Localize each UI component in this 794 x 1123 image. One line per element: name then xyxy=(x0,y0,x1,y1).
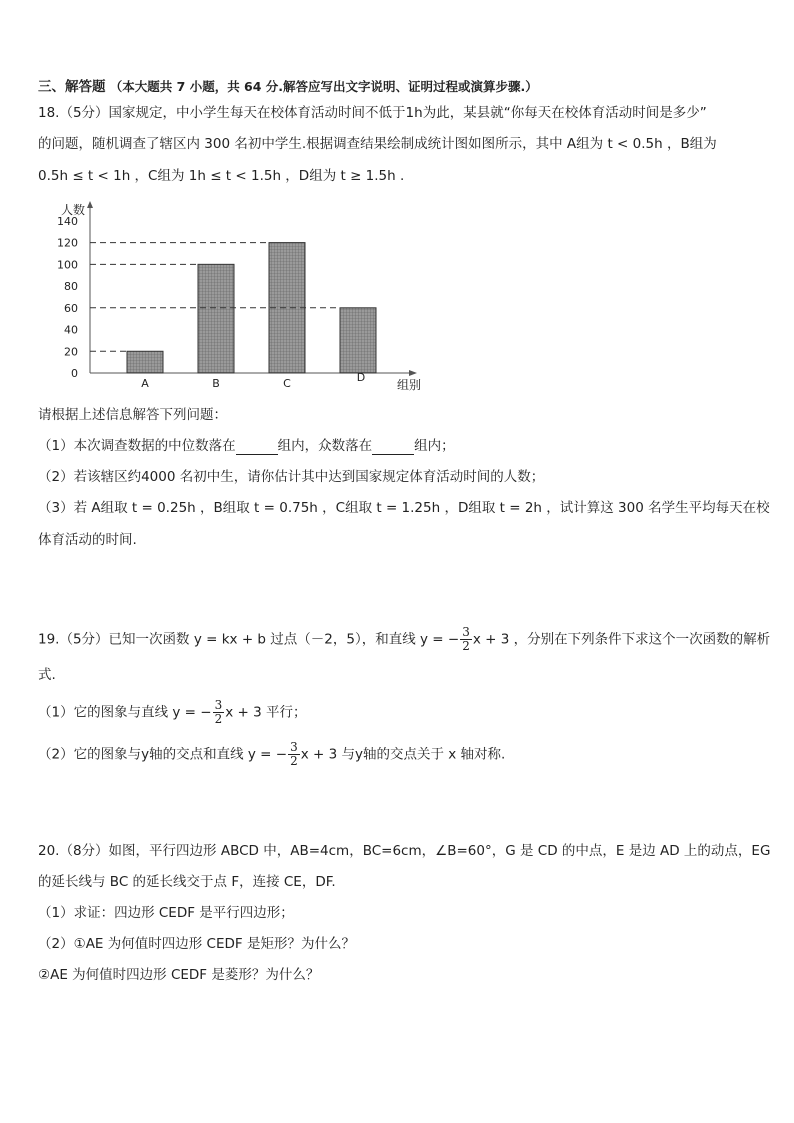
q20-line-2: 的延长线与 BC 的延长线交于点 F，连接 CE，DF. xyxy=(38,874,336,890)
y-tick-label: 40 xyxy=(64,323,78,337)
x-tick-label: A xyxy=(141,377,149,390)
q19-sub-2 xyxy=(38,741,505,768)
q18-sub-1-c: 组内； xyxy=(414,438,455,454)
section-header xyxy=(38,78,538,96)
q19-sub-2-b: x + 3 与y轴的交点关于 x 轴对称. xyxy=(300,746,506,763)
q19-line-1-a: 19.（5分）已知一次函数 y = kx + b 过点（－2，5），和直线 y = − xyxy=(38,631,460,648)
x-tick-label: D xyxy=(356,371,366,384)
bar-B xyxy=(198,264,234,373)
section-note: （本大题共 7 小题，共 64 分.解答应写出文字说明、证明过程或演算步骤.） xyxy=(109,79,538,94)
q19-line-1-b: x + 3 ，分别在下列条件下求这个一次函数的解析 xyxy=(472,631,771,648)
y-tick-label: 100 xyxy=(57,258,78,272)
fraction-3-over-2: $\frac{3}{2}$ xyxy=(290,740,298,768)
fraction-3-over-2: $\frac{3}{2}$ xyxy=(214,698,223,726)
bar-chart xyxy=(55,198,435,398)
x-axis-label: 组别 xyxy=(397,378,422,392)
x-tick-label: B xyxy=(212,377,220,390)
q18-sub-1-b: 组内，众数落在 xyxy=(277,438,373,454)
y-tick-label: 140 xyxy=(57,214,78,228)
bar-A xyxy=(127,351,163,373)
y-tick-label: 60 xyxy=(64,301,78,315)
y-axis-arrow-icon xyxy=(87,201,93,208)
q18-line-3: 0.5h ≤ t < 1h ，C组为 1h ≤ t < 1.5h ，D组为 t ≥ 1.5h . xyxy=(38,168,405,184)
median-answer-blank[interactable] xyxy=(236,440,278,455)
q19-sub-1-a: （1）它的图象与直线 y = − xyxy=(38,704,212,721)
bar-D xyxy=(340,308,376,373)
q19-sub-1 xyxy=(38,699,306,726)
q18-prompt: 请根据上述信息解答下列问题： xyxy=(38,407,227,423)
q20-sub-3: ②AE 为何值时四边形 CEDF 是菱形？为什么？ xyxy=(38,967,320,983)
q18-sub-1-a: （1）本次调查数据的中位数落在 xyxy=(38,438,236,454)
section-title: 三、解答题 xyxy=(38,79,106,95)
q20-sub-1: （1）求证：四边形 CEDF 是平行四边形； xyxy=(38,905,294,921)
q18-sub-3a: （3）若 A组取 t = 0.25h ，B组取 t = 0.75h ，C组取 t = 1.25h ，D组取 t = 2h ，试计算这 300 名学生平均每天在校 xyxy=(38,500,770,516)
q18-line-2: 的问题，随机调查了辖区内 300 名初中学生.根据调查结果绘制成统计图如图所示，其中 A组为 t < 0.5h ，B组为 xyxy=(38,136,717,152)
q19-sub-2-a: （2）它的图象与y轴的交点和直线 y = − xyxy=(38,746,288,763)
x-axis-arrow-icon xyxy=(409,370,417,376)
x-tick-label: C xyxy=(283,377,291,390)
mode-answer-blank[interactable] xyxy=(372,440,414,455)
q19-line-2: 式. xyxy=(38,667,56,683)
y-tick-label: 80 xyxy=(64,280,78,294)
q19-line-1 xyxy=(38,626,770,653)
y-tick-label: 0 xyxy=(71,367,78,380)
q18-sub-3b: 体育活动的时间. xyxy=(38,532,137,548)
q18-sub-1 xyxy=(38,437,455,455)
q18-sub-2: （2）若该辖区约4000 名初中生，请你估计其中达到国家规定体育活动时间的人数； xyxy=(38,469,545,485)
y-axis-label: 人数 xyxy=(61,203,86,217)
q20-sub-2: （2）①AE 为何值时四边形 CEDF 是矩形？为什么？ xyxy=(38,936,355,952)
q20-line-1: 20.（8分）如图，平行四边形 ABCD 中，AB=4cm，BC=6cm，∠B=60°，G 是 CD 的中点，E 是边 AD 上的动点，EG xyxy=(38,843,771,859)
fraction-3-over-2: $\frac{3}{2}$ xyxy=(462,625,470,653)
y-tick-label: 120 xyxy=(57,236,78,250)
q18-line-1: 18.（5分）国家规定，中小学生每天在校体育活动时间不低于1h为此，某县就“你每天在校体育活动时间是多少” xyxy=(38,105,707,121)
y-tick-label: 20 xyxy=(64,345,78,359)
q19-sub-1-b: x + 3 平行； xyxy=(225,704,307,721)
